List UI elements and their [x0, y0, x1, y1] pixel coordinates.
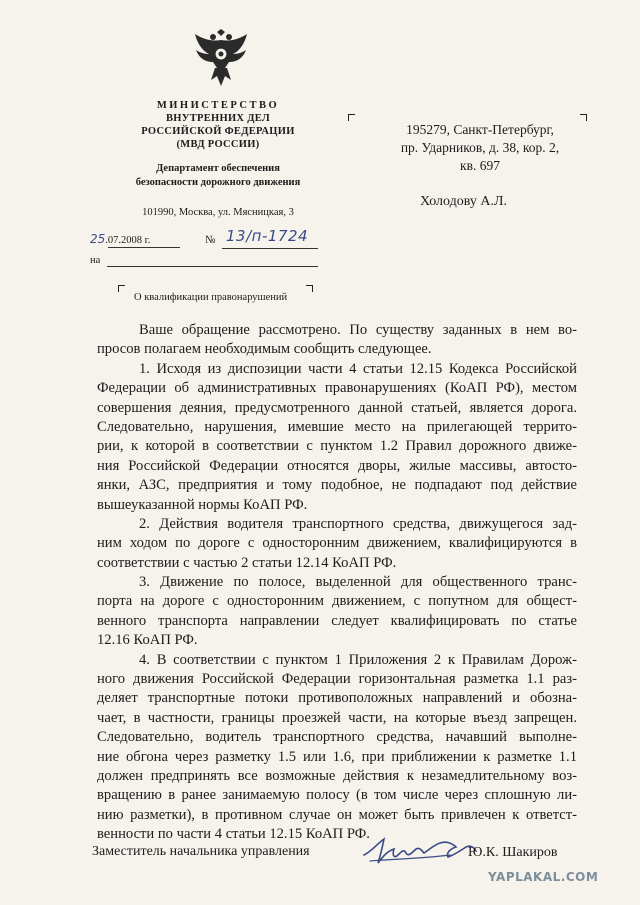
body-line: Федерации об административных правонарушениях (КоАП РФ), местом	[97, 380, 577, 397]
body-line: 1. Исходя из диспозиции части 4 статьи 12.15 Кодекса Российской	[139, 360, 577, 377]
body-line: 4. В соответствии с пунктом 1 Приложения 2 к Правилам Дорож-	[139, 651, 577, 668]
department-line-1: Департамент обеспечения	[156, 163, 280, 174]
body-line: янки, АЗС, предприятия и тому подобное, не подпадают под действие	[97, 477, 577, 494]
subject-bracket-right	[306, 285, 313, 292]
body-line: Следовательно, нарушения, имевшие место на прилегающей террито-	[97, 418, 577, 435]
body-line: ного движения Российской Федерации горизонтальная разметка 1.1 раз-	[97, 671, 577, 688]
department-line-2: безопасности дорожного движения	[135, 177, 301, 188]
ministry-line-3: РОССИЙСКОЙ ФЕДЕРАЦИИ	[141, 126, 295, 137]
recipient-address-line-1: 195279, Санкт-Петербург,	[406, 122, 554, 137]
body-line: 2. Действия водителя транспортного средства, движущегося зад-	[139, 515, 577, 532]
body-line: чает, в частности, границы проезжей части, на которые въезд запрещен.	[97, 709, 577, 726]
body-line: должен предпринять все возможные действия к незамедлительному воз-	[97, 767, 577, 784]
signatory-name: Ю.К. Шакиров	[468, 845, 558, 860]
ministry-line-1: МИНИСТЕРСТВО	[156, 100, 280, 111]
body-line: соответствии с частью 2 статьи 12.14 КоАП РФ.	[97, 554, 397, 571]
body-line: Ваше обращение рассмотрено. По существу заданных в нем во-	[139, 322, 577, 338]
body-line: совершения деяния, предусмотренного данной статьей, является дорога.	[97, 399, 577, 416]
body-line: нию разметки), в противном случае он может быть привлечен к ответст-	[97, 806, 577, 823]
body-line: ним ходом по дороге с односторонним движением, квалифицируются в	[97, 535, 577, 552]
letter-subject: О квалификации правонарушений	[134, 292, 288, 303]
recipient-bracket-left	[348, 114, 355, 121]
ministry-line-4: (МВД РОССИИ)	[176, 139, 260, 150]
date-printed: .07.2008 г.	[105, 235, 151, 246]
handwritten-signature-icon	[360, 825, 480, 875]
body-line: венности по части 4 статьи 12.15 КоАП РФ.	[97, 826, 370, 843]
ministry-address: 101990, Москва, ул. Мясницкая, 3	[142, 207, 294, 218]
letter-body	[97, 321, 577, 845]
body-line: вращению в ранее занимаемую полосу (в том числе через сплошную ли-	[97, 787, 577, 804]
recipient-address-line-3: кв. 697	[460, 158, 500, 173]
signatory-title: Заместитель начальника управления	[92, 844, 310, 859]
body-line: Следовательно, водитель транспортного средства, начавший выполне-	[97, 729, 577, 746]
body-line: порта на дороге с односторонним движением, с попутном для общест-	[97, 593, 577, 610]
reference-label: на	[90, 255, 101, 266]
number-label: №	[205, 234, 216, 246]
letter-date	[90, 232, 150, 246]
ministry-line-2: ВНУТРЕННИХ ДЕЛ	[165, 113, 271, 124]
date-underline	[108, 247, 180, 248]
recipient-bracket-right	[580, 114, 587, 121]
recipient-name: Холодову А.Л.	[420, 194, 507, 209]
recipient-address-line-2: пр. Ударников, д. 38, кор. 2,	[400, 140, 560, 155]
body-line: деляет транспортные потоки противоположных направлений и обозна-	[97, 690, 577, 707]
body-line: ния Российской Федерации относятся дворы, жилые массивы, автосто-	[97, 457, 577, 474]
reference-underline	[107, 266, 318, 267]
body-line: просов полагаем необходимым сообщить следующее.	[97, 341, 432, 358]
body-line: венного транспорта направлении следует квалифицировать по статье	[97, 612, 577, 629]
number-underline	[222, 248, 318, 249]
double-headed-eagle-emblem-icon	[193, 28, 249, 90]
site-watermark: YAPLAKAL.COM	[488, 870, 599, 884]
body-line: 3. Движение по полосе, выделенной для общественного транс-	[139, 574, 577, 591]
date-handwritten: 25	[90, 232, 106, 246]
body-line: ние обгона через разметку 1.5 или 1.6, при приближении к разметке 1.1	[97, 748, 577, 765]
body-line: 12.16 КоАП РФ.	[97, 632, 198, 649]
body-line: вышеуказанной нормы КоАП РФ.	[97, 496, 308, 513]
body-line: рии, к которой в соответствии с пунктом 1.2 Правил дорожного движе-	[97, 438, 577, 455]
subject-bracket-left	[118, 285, 125, 292]
letter-number-handwritten: 13/п-1724	[226, 227, 309, 245]
